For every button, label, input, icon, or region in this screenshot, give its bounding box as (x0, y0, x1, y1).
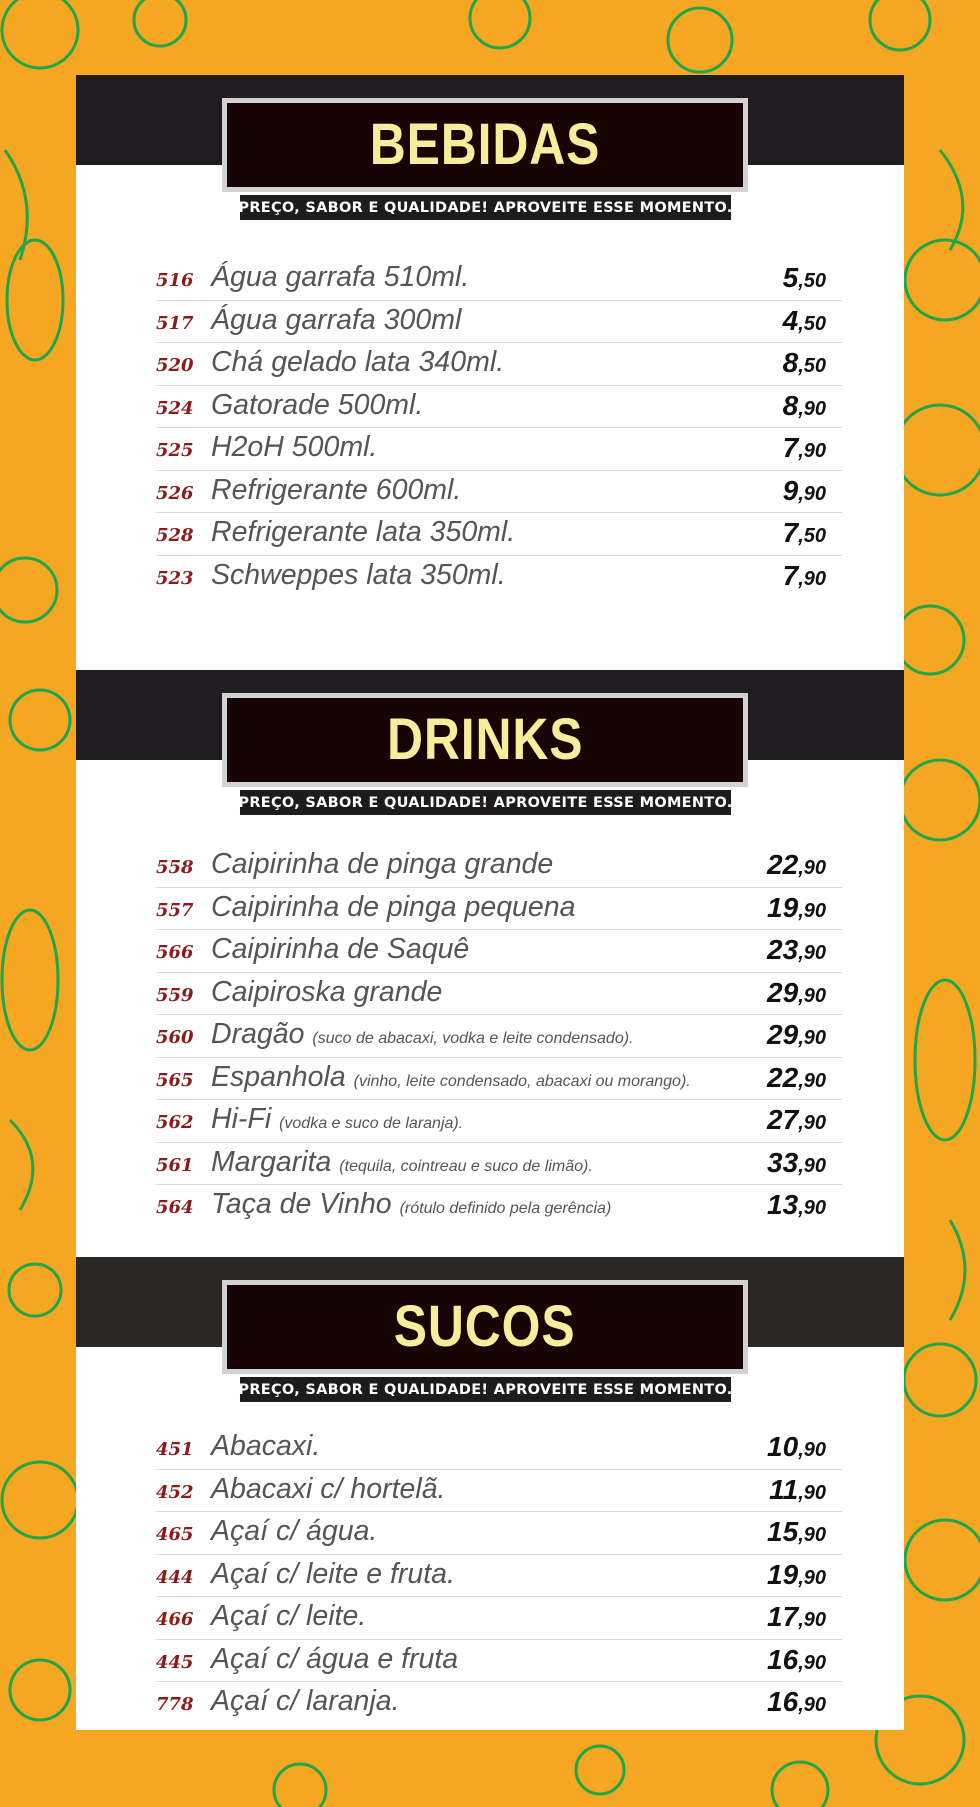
item-price (767, 934, 826, 966)
section-title-box (222, 693, 748, 787)
price-decimal: ,90 (798, 857, 826, 879)
price-integer: 11 (769, 1473, 799, 1505)
price-integer: 7 (782, 559, 799, 591)
menu-item (156, 513, 842, 556)
menu-item (156, 301, 842, 344)
menu-item (156, 1682, 842, 1724)
menu-item (156, 1470, 842, 1513)
price-integer: 5 (782, 262, 799, 293)
item-code: 559 (156, 984, 194, 1006)
price-integer: 4 (782, 304, 799, 336)
price-decimal: ,90 (798, 899, 826, 922)
price-integer: 17 (767, 1601, 799, 1632)
item-price (767, 1516, 826, 1548)
item-price (767, 1147, 826, 1179)
price-integer: 19 (767, 1558, 799, 1590)
menu-item (156, 1058, 842, 1101)
item-code: 557 (156, 899, 194, 921)
menu-item (156, 930, 842, 973)
item-price (767, 977, 826, 1009)
item-name (211, 1188, 611, 1221)
item-name: H2oH 500ml. (211, 431, 378, 463)
price-integer: 9 (782, 474, 799, 506)
price-decimal: ,50 (798, 355, 826, 377)
item-name: Açaí c/ laranja. (211, 1685, 400, 1717)
item-name (211, 933, 469, 966)
item-note: (rótulo definido pela gerência) (399, 1200, 612, 1217)
price-decimal: ,90 (798, 984, 826, 1007)
item-price (767, 849, 826, 881)
item-price (783, 517, 826, 549)
section-title: SUCOS (394, 1294, 576, 1359)
price-integer: 29 (767, 976, 799, 1008)
menu-item (156, 471, 842, 514)
price-decimal: ,90 (798, 1112, 826, 1134)
menu-item (156, 845, 842, 888)
item-name-text: Dragão (211, 1018, 305, 1050)
price-decimal: ,90 (798, 1566, 826, 1589)
item-code: 566 (156, 942, 194, 963)
item-code: 564 (156, 1197, 194, 1218)
item-name: Chá gelado lata 340ml. (211, 346, 505, 378)
price-integer: 8 (782, 389, 799, 421)
menu-list (156, 258, 842, 597)
item-code: 465 (156, 1524, 194, 1545)
price-integer: 29 (767, 1019, 799, 1050)
price-decimal: ,90 (798, 397, 826, 420)
item-price (767, 1104, 826, 1136)
item-price (783, 390, 826, 422)
item-name (211, 1146, 593, 1179)
item-price (767, 1601, 826, 1633)
menu-item (156, 258, 842, 301)
menu-item (156, 1427, 842, 1470)
item-note: (tequila, cointreau e suco de limão). (339, 1157, 593, 1175)
price-integer: 10 (767, 1431, 799, 1462)
item-code: 452 (156, 1481, 194, 1503)
price-decimal: ,90 (798, 567, 826, 590)
item-price (767, 1686, 826, 1718)
menu-item (156, 1640, 842, 1683)
price-integer: 13 (767, 1189, 799, 1220)
price-integer: 19 (767, 891, 799, 923)
item-name: Açaí c/ leite. (211, 1600, 367, 1632)
menu-item (156, 1185, 842, 1227)
section-title: DRINKS (386, 707, 584, 772)
menu-list (156, 1427, 842, 1724)
item-price (783, 560, 826, 592)
section-tagline: PREÇO, SABOR E QUALIDADE! APROVEITE ESSE MOMENTO. (240, 195, 731, 220)
section-tagline: PREÇO, SABOR E QUALIDADE! APROVEITE ESSE MOMENTO. (240, 790, 731, 815)
item-code: 444 (156, 1566, 194, 1588)
item-name: Açaí c/ água e fruta (211, 1642, 459, 1675)
price-decimal: ,90 (798, 1027, 826, 1049)
item-price (783, 305, 826, 337)
item-name-text: Caipirinha de pinga pequena (211, 890, 576, 923)
item-code: 523 (156, 567, 194, 589)
item-name: Schweppes lata 350ml. (211, 558, 506, 591)
price-decimal: ,90 (798, 1069, 826, 1092)
item-price (767, 1431, 826, 1463)
price-integer: 8 (782, 347, 799, 378)
section-tagline: PREÇO, SABOR E QUALIDADE! APROVEITE ESSE MOMENTO. (240, 1377, 731, 1402)
item-code: 560 (156, 1027, 194, 1048)
item-name (211, 1103, 463, 1136)
item-name-text: Caipirinha de pinga grande (211, 848, 554, 880)
menu-item (156, 1100, 842, 1143)
price-decimal: ,90 (798, 1694, 826, 1716)
section-drinks (76, 670, 904, 1257)
item-price (783, 347, 826, 379)
item-name: Abacaxi c/ hortelã. (211, 1472, 446, 1505)
item-code: 524 (156, 397, 194, 419)
price-decimal: ,90 (798, 440, 826, 462)
item-code: 565 (156, 1069, 194, 1091)
menu-item (156, 1143, 842, 1186)
item-name: Água garrafa 300ml (211, 303, 462, 336)
item-code: 558 (156, 857, 194, 878)
item-price (767, 1019, 826, 1051)
menu-item (156, 428, 842, 471)
item-name (211, 1018, 634, 1051)
item-name (211, 976, 442, 1009)
item-name-text: Taça de Vinho (211, 1188, 392, 1220)
item-price (783, 432, 826, 464)
item-price (767, 1189, 826, 1221)
item-code: 520 (156, 355, 194, 376)
menu-item (156, 973, 842, 1016)
price-decimal: ,90 (798, 1439, 826, 1461)
item-code: 526 (156, 482, 194, 504)
item-name-text: Caipirinha de Saquê (211, 933, 470, 965)
price-integer: 23 (767, 934, 799, 965)
price-decimal: ,90 (798, 1154, 826, 1177)
item-name: Refrigerante lata 350ml. (211, 516, 516, 548)
item-name: Açaí c/ leite e fruta. (211, 1557, 455, 1590)
price-decimal: ,90 (798, 482, 826, 505)
price-decimal: ,50 (798, 312, 826, 335)
price-decimal: ,90 (798, 1481, 826, 1504)
item-name (211, 1061, 691, 1094)
menu-item (156, 1597, 842, 1640)
item-name-text: Caipiroska grande (211, 975, 443, 1008)
item-name: Abacaxi. (211, 1430, 321, 1462)
menu-item (156, 1015, 842, 1058)
item-price (767, 892, 826, 924)
price-integer: 15 (767, 1516, 799, 1547)
section-bebidas (76, 75, 904, 670)
item-name-text: Margarita (211, 1145, 332, 1178)
price-integer: 33 (767, 1146, 799, 1178)
menu-item (156, 556, 842, 598)
price-integer: 16 (767, 1643, 799, 1675)
menu-list (156, 845, 842, 1227)
item-code: 561 (156, 1154, 194, 1176)
menu-item (156, 888, 842, 931)
price-integer: 22 (767, 1061, 799, 1093)
price-decimal: ,50 (798, 270, 826, 292)
price-decimal: ,90 (798, 942, 826, 964)
item-name: Refrigerante 600ml. (211, 473, 462, 506)
item-code: 451 (156, 1439, 194, 1460)
menu-item (156, 343, 842, 386)
price-integer: 27 (767, 1104, 799, 1135)
item-code: 466 (156, 1609, 194, 1630)
section-title-box (222, 1280, 748, 1374)
item-note: (vinho, leite condensado, abacaxi ou morango). (353, 1072, 691, 1090)
price-decimal: ,90 (798, 1524, 826, 1546)
section-title: BEBIDAS (369, 112, 601, 177)
item-code: 525 (156, 440, 194, 461)
price-decimal: ,90 (798, 1609, 826, 1631)
price-decimal: ,90 (798, 1197, 826, 1219)
menu-item (156, 386, 842, 429)
item-name (211, 848, 553, 881)
price-decimal: ,50 (798, 525, 826, 547)
item-name: Água garrafa 510ml. (211, 261, 470, 293)
price-integer: 22 (767, 849, 799, 880)
item-code: 778 (156, 1694, 194, 1715)
item-name: Açaí c/ água. (211, 1515, 378, 1547)
item-code: 445 (156, 1651, 194, 1673)
item-price (767, 1062, 826, 1094)
menu-item (156, 1555, 842, 1598)
item-name-text: Espanhola (211, 1060, 346, 1093)
item-price (783, 262, 826, 294)
price-integer: 7 (782, 432, 799, 463)
menu-item (156, 1512, 842, 1555)
item-price (783, 475, 826, 507)
item-code: 516 (156, 270, 194, 291)
item-note: (vodka e suco de laranja). (279, 1115, 464, 1132)
item-code: 528 (156, 525, 194, 546)
section-title-box (222, 98, 748, 192)
item-name (211, 891, 575, 924)
item-code: 562 (156, 1112, 194, 1133)
item-name: Gatorade 500ml. (211, 388, 424, 421)
item-price (769, 1474, 826, 1506)
section-sucos (76, 1257, 904, 1730)
item-code: 517 (156, 312, 194, 334)
price-integer: 16 (767, 1686, 799, 1717)
item-name-text: Hi-Fi (211, 1103, 272, 1135)
item-price (767, 1559, 826, 1591)
price-integer: 7 (782, 517, 799, 548)
price-decimal: ,90 (798, 1651, 826, 1674)
item-price (767, 1644, 826, 1676)
item-note: (suco de abacaxi, vodka e leite condensado). (312, 1030, 634, 1047)
